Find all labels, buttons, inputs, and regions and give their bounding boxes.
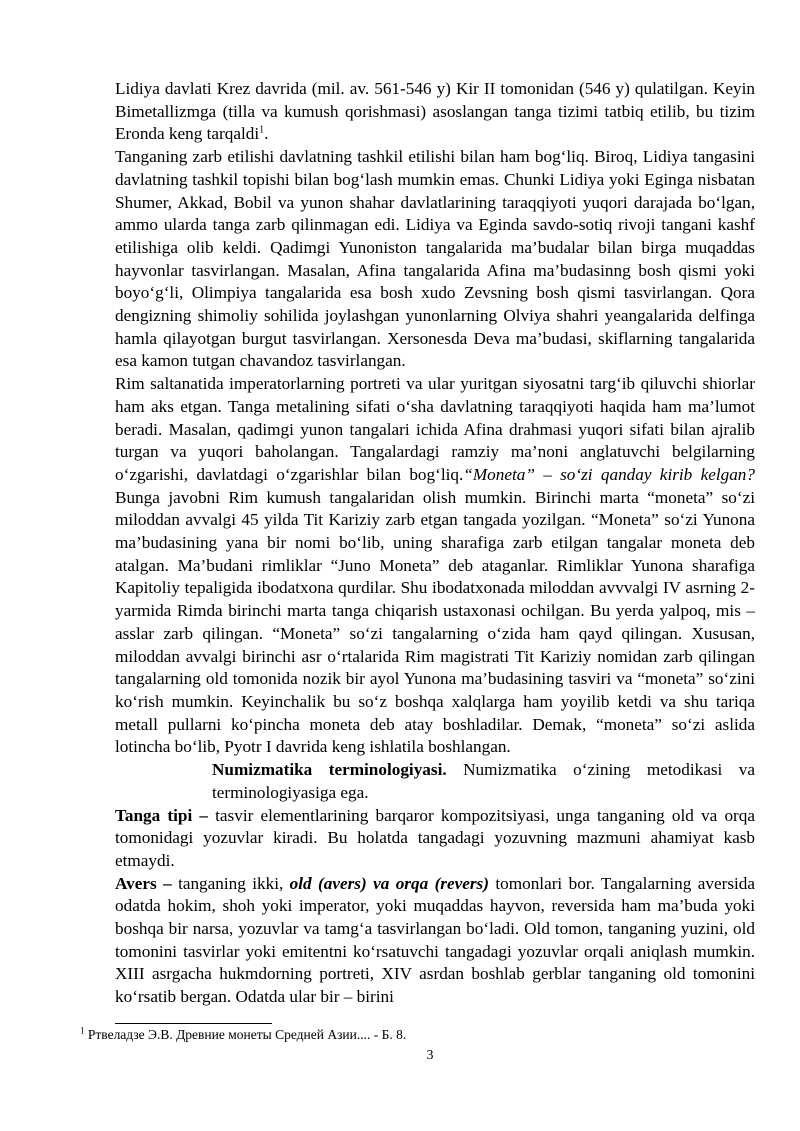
paragraph-end: . — [264, 124, 269, 144]
footnote-marker: 1 — [80, 1025, 85, 1036]
paragraph-text: Rim saltanatida imperatorlarning portreti va ular yuritgan siyosatni targ‘ib qiluvchi shiorlar ham aks etgan. Tanga metalining sifati o‘sha davlatning taraqqiyoti haqida ham ma’lumot beradi. Masalan, qadimgi yunon tangalari ichida Afina drahmasi yuqori sifati bilan ajralib turgan va yuqori baholangan. Tangalardagi ramziy ma’noni anglatuvchi belgilarning o‘zgarishi, davlatdagi o‘zgarishlar bilan bog‘liq. — [115, 374, 755, 484]
paragraph-text: Numizmatika o‘zining metodikasi va terminologiyasiga ega. — [212, 760, 755, 802]
paragraph-text: tomonlari bor. Tangalarning aversida odatda hokim, shoh yoki imperator, yoki muqaddas hayvon, reversida ham ma’buda yoki boshqa bir narsa, yozuvlar va tamg‘a tasvirlangan bo‘ladi. Old tomon, tanganing yuzini, old tomonini tasvirlar yoki emitentni ko‘rsatuvchi tangadagi yozuvlar orqali aniqlash mumkin. XIII asrgacha hukmdorning portreti, XIV asrdan boshlab gerblar tanganing old tomonini ko‘rsatib bergan. Odatda ular bir – birini — [115, 873, 756, 1007]
body-text — [115, 78, 755, 1009]
paragraph-text: Bunga javobni Rim kumush tangalaridan olish mumkin. Birinchi marta “moneta” so‘zi miloddan avvalgi 45 yilda Tit Kariziy zarb etgan tangada yozilgan. “Moneta” so‘zi Yunona ma’budasining yana bir nomi bo‘lib, uning sharafiga zarb etilgan tangalar moneta deb atalgan. Ma’budani rimliklar “Juno Moneta” deb ataganlar. Rimliklar Yunona sharafiga Kapitoliy tepaligida ibodatxona qurdilar. Shu ibodatxonada miloddan avvvalgi IV asrning 2-yarmida Rimda birinchi marta tanga chiqarish ustaxonasi ochilgan. Bu yerda yalpoq, mis – asslar zarb qilingan. “Moneta” so‘zi tangalarning o‘zida ham qayd qilingan. Xususan, miloddan avvalgi birinchi asr o‘rtalarida Rim magistrati Tit Kariziy nomidan zarb qilingan tangalarning old tomonida nozik bir ayol Yunona ma’budasining tasviri va “moneta” so‘zini ko‘rish mumkin. Keyinchalik bu so‘z boshqa xalqlarga ham yoyilib ketdi va shu tariqa metall pullarni ko‘pincha moneta deb atay boshladilar. Demak, “moneta” so‘zi aslida lotincha bo‘lib, Pyotr I davrida keng ishlatila boshlangan. — [115, 487, 755, 757]
footnote — [80, 1027, 740, 1043]
footnote-separator — [115, 1023, 272, 1024]
footnote-reference: 1 — [259, 124, 265, 136]
paragraph-text: Lidiya davlati Krez davrida (mil. av. 561-546 y) Kir II tomonidan (546 y) qulatilgan. Keyin Bimetallizmga (tilla va kumush qorishmasi) asoslangan tanga tizimi tatbiq etilib, bu tizim Eronda keng tarqaldi — [115, 79, 755, 144]
paragraph-text: tanganing ikki, — [171, 873, 290, 893]
footnote-text: Ртвеладзе Э.В. Древние монеты Средней Азии.... - Б. 8. — [84, 1027, 407, 1042]
section-heading: Numizmatika terminologiyasi. — [212, 760, 447, 780]
term-heading: Avers – — [115, 873, 172, 893]
paragraph-tanga-zarb: Tanganing zarb etilishi davlatning tashkil etilishi bilan ham bog‘liq. Biroq, Lidiya tangasini davlatning tashkil topishi bilan bog‘lash mumkin emas. Chunki Lidiya yoki Eginga nisbatan Shumer, Akkad, Bobil va yunon shahar davlatlarining taraqqiyoti yuqori darajada bo‘lgan, ammo ularda tanga zarb qilinmagan edi. Lidiya va Eginda savdo-sotiq rivoji tangani kashf etilishiga olib keldi. Qadimgi Yunoniston tangalarida ma’budalar bilan birga muqaddas hayvonlar tasvirlangan. Masalan, Afina tangalarida Afina ma’budasinng bosh qismi yoki boyo‘g‘li, Olimpiya tangalarida esa bosh xudo Zevsning bosh qismi tasvirlangan. Qora dengizning shimoliy sohilida joylashgan yunonlarning Olviya shahri yeangalarida delfinga hamla qilayotgan burgut tasvirlangan. Xersonesda Deva ma’budasi, skiflarning tangalarida esa kamon tutgan chavandoz tasvirlangan. — [115, 147, 755, 371]
paragraph-rim — [115, 373, 755, 759]
paragraph-avers — [115, 873, 755, 1009]
italic-question: “Moneta” – so‘zi qanday kirib kelgan? — [463, 464, 755, 484]
section-heading-paragraph — [115, 759, 755, 804]
paragraph-tanga-tipi — [115, 805, 755, 873]
paragraph-lidiya — [115, 78, 755, 146]
paragraph-text: tasvir elementlarining barqaror kompozitsiyasi, unga tanganing old va orqa tomonidagi yozuvlar kiradi. Bu holatda tangadagi yozuvning mazmuni ahamiyat kasb etmaydi. — [115, 805, 755, 870]
bold-italic-term: old (avers) va orqa (revers) — [289, 873, 489, 893]
page-number: 3 — [426, 1048, 434, 1063]
term-heading: Tanga tipi – — [115, 805, 208, 825]
